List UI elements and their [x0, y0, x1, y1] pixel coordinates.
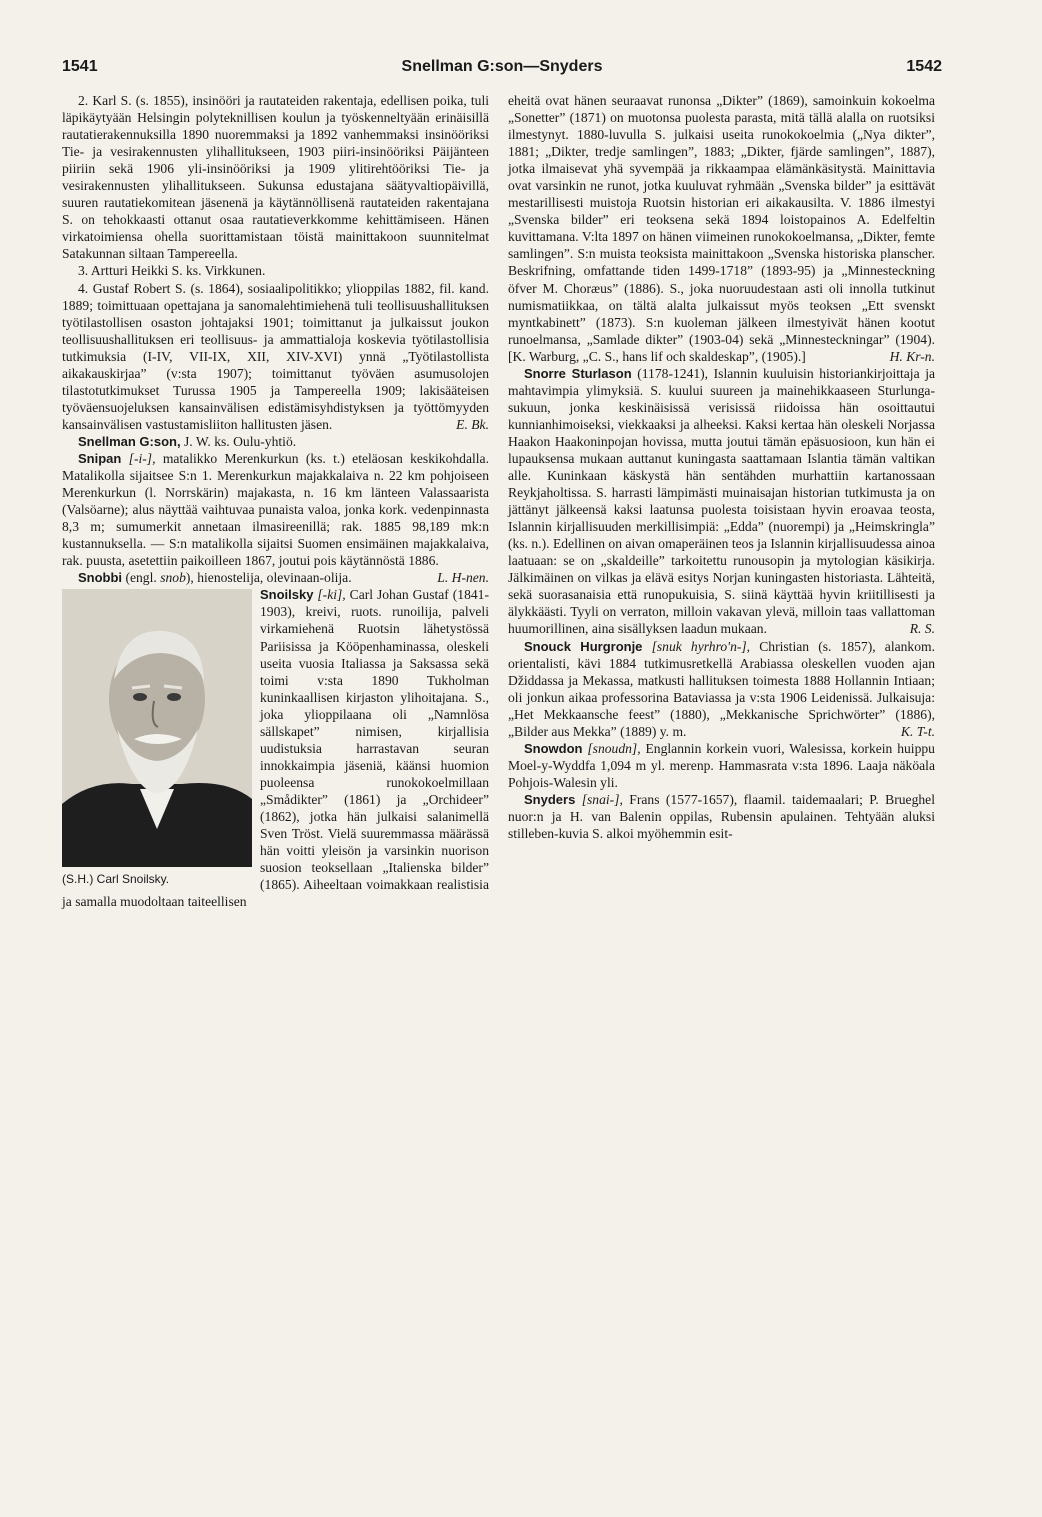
headword: Snyders	[524, 791, 576, 807]
entry-karl: 2. Karl S. (s. 1855), insinööri ja rautateiden rakentaja, edellisen poika, tuli läpikäytyään Helsingin polyteknillisen koulun ja työskenneltyään erinäisillä rautatierakennuksilla 1890 nuoremmaksi ja 1892 vanhemmaksi insinööriksi Tie- ja vesirakennusten ylihallitukseen, 1903 piiri-insinööriksi Päijänteen piiriin sekä 1906 yli-insinööriksi ja 1909 ylitirehtööriksi Tie- ja vesirakennusten ylihallitukseen. Sukunsa edustajana säätyvaltiopäivillä, suuren rautatiekomitean jäsenenä ja käytännöllisenä rautateiden rakentajana S. on tehokkaasti ottanut osaa rautatieverkkomme kehittämiseen. Hänen virkatoimiensa ohella suorittamistaan töistä mainittakoon suunnitelmat Satakunnan siltaan Tampereella.	[62, 93, 489, 262]
entry-text: Christian (s. 1857), alankom. orientalisti, kävi 1884 tutkimusretkellä Arabiassa oleskellen vuoden ajan Džiddassa ja Mekassa, matkusti hallituksen toimesta 1888 Hollannin Intiaan; oli jonkun aikaa professorina Bataviassa ja v:sta 1906 Leidenissä. Julkaisuja: „Het Mekkaansche feest” (1880), „Mekkanische Sprichwörter” (1886), „Bilder aus Mekka” (1889) y. m.	[508, 638, 935, 739]
entry-text: eheitä ovat hänen seuraavat runonsa „Dikter” (1869), samoinkuin kokoelma „Sonetter” (1871) on muotonsa puolesta parasta, mitä tällä alalla on ruotsiksi ilmestynyt. 1880-luvulla S. julkaisi useita runokokoelmia („Nya dikter”, 1881; „Dikter, tredje samlingen”, 1883; „Dikter, fjärde samlingen”, 1887), jotka ilmaisevat yhä syvempää ja rikkaampaa elämänkäsitystä. Mainittavia ovat varsinkin ne runot, jotka kuuluvat ryhmään „Svenska bilder” ja esittävät mestarillisesti muistoja Ruotsin historian eri aikakausilta. V. 1886 ilmestyi „Svenska bilder” eri teoksena sekä 1894 loistopainos A. Edelfeltin kuvittamana. V:lta 1897 on hänen viimeinen runokokoelmansa, „Dikter, femte samlingen”. S:n muista teoksista mainittakoon „Svenska historiska planscher. Beskrifning, omfattande tiden 1499-1718” (1893-95) ja „Minnesteckning öfver M. Choræus” (1886). S., joka nuoruudestaan asti oli innolla tutkinut numismatiikkaa, on tältä alalta julkaissut myös teoksen „Ett svenskt myntkabinett” (1873). S:n kuoleman jälkeen ilmestyivät hänen kootut runoelmansa, „Samlade dikter” (1903-04) sekä „Minnesteckningar” (1904). [K. Warburg, „C. S., hans lif och skaldeskap”, (1905).]	[508, 93, 935, 364]
entry-snouck	[508, 638, 935, 740]
entry-snorre	[508, 365, 935, 638]
page-header	[62, 58, 942, 84]
signature: E. Bk.	[456, 416, 489, 432]
entry-italic: snob	[160, 570, 186, 586]
entry-text: Frans (1577-1657), flaamil. taidemaalari; P. Brueghel nuor:n ja H. van Balenin oppilas, Rubensin apulainen. Tehtyään aluksi stilleben-kuvia S. alkoi myöhemmin esit-	[508, 791, 935, 842]
entry-artturi: 3. Artturi Heikki S. ks. Virkkunen.	[78, 263, 266, 279]
pronunciation: [snai-],	[581, 791, 623, 807]
entry-gustaf-text: 4. Gustaf Robert S. (s. 1864), sosiaalipolitikko; ylioppilas 1882, fil. kand. 1889; toimittuaan opettajana ja sanomalehtimiehenä tuli teollisuushallituksen työtilastollisen osaston johtajaksi 1901; toimittanut ja julkaissut joukon teollisuushallituksen eri teollisuus- ja ammattialoja koskevia työtilastollisia tutkimuksia (I-IV, VII-IX, XII, XIV-XVI) ynnä „Työtilastollista aikakauskirjaa” (v:sta 1907); toimittanut työväen asumusolojen tilastotutkimukset Turussa 1905 ja Tampereella 1909; lakisääteisen työväensuojeluksen kansainvälisen edistämisyhdistyksen ja työttömyyden kansainvälisen vastustamisliiton hallitusten jäsen.	[62, 280, 489, 432]
portrait-caption: (S.H.) Carl Snoilsky.	[62, 872, 170, 887]
headword: Snorre Sturlason	[524, 365, 632, 381]
entry-snoilsky	[62, 586, 489, 910]
left-column	[62, 92, 489, 910]
entry-snoilsky-continued	[508, 92, 935, 365]
entry-text: Englannin korkein vuori, Walesissa, korkein huippu Moel-y-Wyddfa 1,094 m yl. merenp. Hammasrata v:sta 1896. Laaja näköala Pohjois-Walesin yli.	[508, 740, 935, 790]
headword: Snellman G:son,	[78, 433, 181, 449]
entry-text: (engl.	[125, 570, 157, 586]
portrait-photo	[62, 589, 252, 867]
entry-snellman	[62, 433, 489, 450]
signature: L. H-nen.	[437, 570, 489, 586]
signature: R. S.	[909, 621, 935, 637]
headword: Snoilsky	[260, 587, 314, 603]
entry-text: J. W. ks. Oulu-yhtiö.	[183, 433, 297, 449]
entry-snyders	[508, 791, 935, 842]
portrait-figure	[62, 589, 252, 889]
page-number-right: 1542	[906, 58, 942, 75]
right-column	[508, 92, 935, 842]
pronunciation: [-i-],	[128, 450, 156, 466]
pronunciation: [snuk hyrhro'n-],	[651, 638, 751, 654]
headword: Snowdon	[524, 740, 583, 756]
headword: Snobbi	[78, 570, 123, 586]
pronunciation: [snoudn],	[587, 740, 641, 756]
headword: Snipan	[78, 450, 122, 466]
pronunciation: [-ki],	[317, 587, 346, 603]
entry-text: matalikko Merenkurkun (ks. t.) eteläosan keskikohdalla. Matalikolla sijaitsee S:n 1. Merenkurkun majakkalaiva n. 22 km pohjoiseen Merenkurkun (l. Norrskärin) majakasta, n. 16 km länteen Valassaarista (Valsöarne); alus näyttää vaihtuvaa punaista valoa, jonka kork. vedenpinnasta 8,3 m; sumumerkit annetaan ilmasireenillä; rak. 1885 98,189 mk:n kustannuksella. — S:n matalikolla sijaitsi Suomen ensimäinen majakkalaiva, rak. puusta, asetettiin paikoilleen 1867, joutui pois käytännöstä 1886.	[62, 450, 489, 569]
page-number-left: 1541	[62, 58, 98, 75]
signature: H. Kr-n.	[889, 348, 935, 364]
entry-snowdon	[508, 740, 935, 791]
headword: Snouck Hurgronje	[524, 638, 643, 654]
entry-text: ), hienostelija, olevinaan-olija.	[185, 570, 352, 586]
entry-text: Carl Johan Gustaf (1841-1903), kreivi, ruots. runoilija, palveli virkamiehenä Ruotsin lähetystössä Pariisissa ja Kööpenhaminassa, oleskeli useita vuosia Italiassa ja Saksassa sekä toimi v:sta 1890 Tukholman kuninkaallisen kirjaston ylihoitajana. S., joka ylioppilaana oli „Namnlösa sällskapet” nimisen, kirjallisia uudistuksia harrastavan seuran innokkaimpia jäseniä, käänsi huomion puoleensa runokokoelmillaan „Smådikter” (1861) ja „Orchideer” (1862), jotka hän julkaisi salanimellä Sven Tröst. Vielä suuremmassa määrässä hän voitti yleisön ja varsinkin nuorison suosion teoksellaan „Italienska bilder” (1865). Aiheeltaan voimakkaan realistisia ja samalla muodoltaan taiteellisen	[62, 587, 489, 910]
entry-gustaf	[62, 280, 489, 433]
signature: K. T-t.	[900, 723, 935, 739]
running-title: Snellman G:son—Snyders	[401, 58, 603, 75]
entry-text: (1178-1241), Islannin kuuluisin historiankirjoittaja ja mahtavimpia ylimyksiä. S. kuului suureen ja mainehikkaaseen Sturlunga-sukuun, jonka keskinäisissä verisissä riidoissa hän osoittautui kunnianhimoiseksi, viekkaaksi ja alheeksi. Kaksi kertaa hän oleskeli Norjassa Haakon Haakoninpojan hovissa, mutta joutui tämän epäsuosioon, kun hän ei lupauksensa mukaan auttanut kuningasta saattamaan Islantia tämän valtikan alle. Kuninkaan käskystä hän sentähden murhattiin kartanossaan Reykjaholtissa. S. harrasti lämpimästi muinaisajan historian tutkimusta ja on jättänyt jälkeensä kaksi laatunsa puolesta toisistaan hyvin eroavaa teosta, Islannin kirjallisuuden merkillisimpiä: „Edda” (nuorempi) ja „Heimskringla” (ks. n.). Edellinen on aivan omaperäinen teos ja Islannin kirjallisuudessa ainoa laatuaan: se on „skaldeille” tarkoitettu runousopin ja mytologian käsikirja. Jälkimäinen on vilkas ja elävä esitys Norjan kuningasten historiasta. Lähteitä, sekä suorasanaisia että runopukuisia, S. siinä käyttää hyvin kriitillisesti ja älykkäästi. Tyyli on verraton, milloin vakavan ylevä, milloin taas vallattoman huumorillinen, aina sisällyksen laadun mukaan.	[508, 365, 936, 637]
